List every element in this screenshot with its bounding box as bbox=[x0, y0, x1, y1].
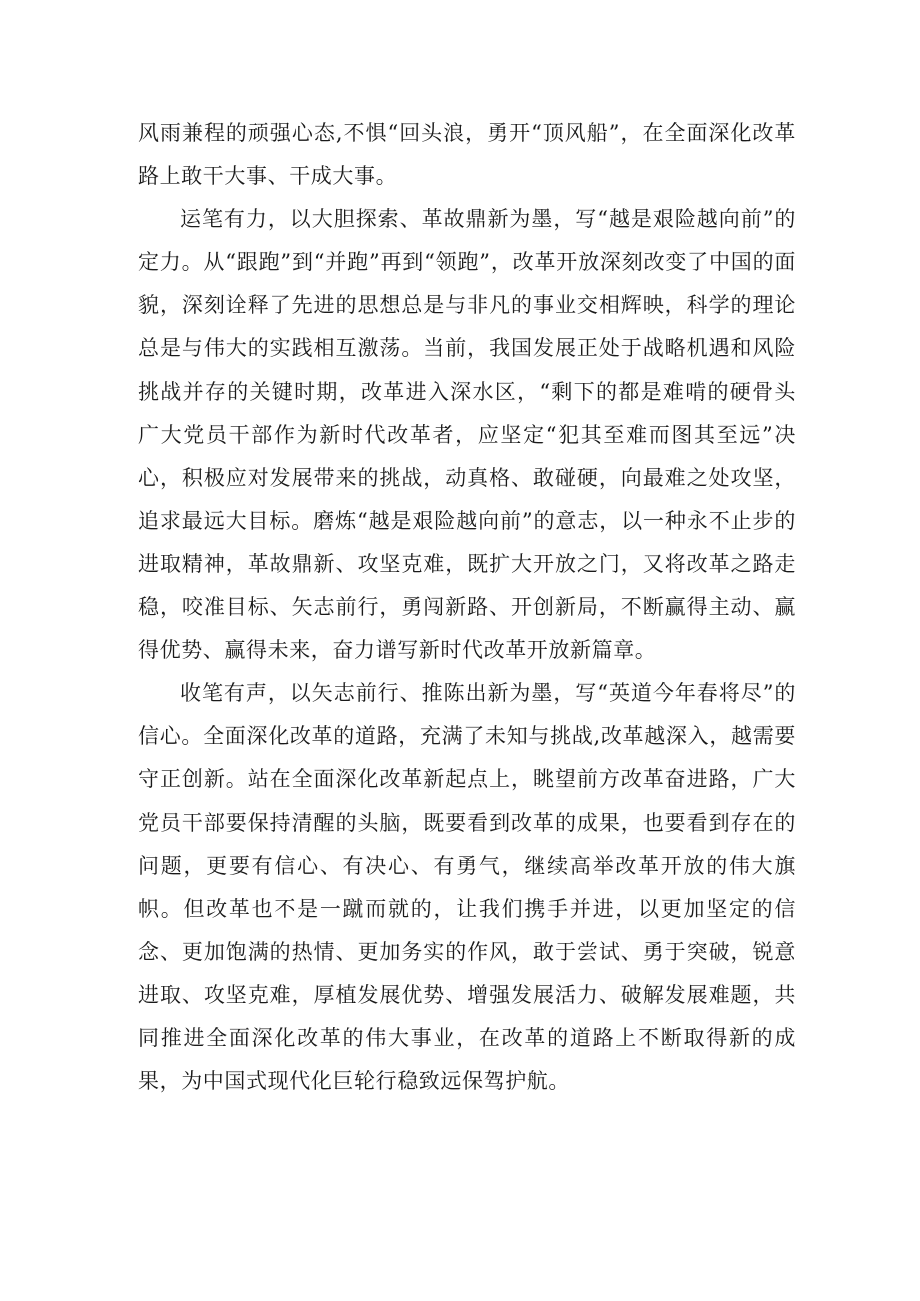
document-body bbox=[138, 112, 796, 1103]
paragraph-continuation: 风雨兼程的顽强心态,不惧“回头浪，勇开“顶风船”，在全面深化改革路上敢干大事、干成大事。 bbox=[138, 121, 796, 189]
paragraph-shoubi: 收笔有声，以矢志前行、推陈出新为墨，写“英道今年春将尽”的信心。全面深化改革的道路，充满了未知与挑战,改革越深入，越需要守正创新。站在全面深化改革新起点上，眺望前方改革奋进路，广大党员干部要保持清醒的头脑，既要看到改革的成果，也要看到存在的问题，更要有信心、有决心、有勇气，继续高举改革开放的伟大旗帜。但改革也不是一蹴而就的，让我们携手并进，以更加坚定的信念、更加饱满的热情、更加务实的作风，敢于尝试、勇于突破，锐意进取、攻坚克难，厚植发展优势、增强发展活力、破解发展难题，共同推进全面深化改革的伟大事业，在改革的道路上不断取得新的成果，为中国式现代化巨轮行稳致远保驾护航。 bbox=[138, 681, 796, 1094]
paragraph-yunbi: 运笔有力，以大胆探索、革故鼎新为墨，写“越是艰险越向前”的定力。从“跟跑”到“并跑”再到“领跑”，改革开放深刻改变了中国的面貌，深刻诠释了先进的思想总是与非凡的事业交相辉映，科学的理论总是与伟大的实践相互激荡。当前，我国发展正处于战略机遇和风险挑战并存的关键时期，改革进入深水区，“剩下的都是难啃的硬骨头广大党员干部作为新时代改革者，应坚定“犯其至难而图其至远”决心，积极应对发展带来的挑战，动真格、敢碰硬，向最难之处攻坚，追求最远大目标。磨炼“越是艰险越向前”的意志，以一种永不止步的进取精神，革故鼎新、攻坚克难，既扩大开放之门，又将改革之路走稳，咬准目标、矢志前行，勇闯新路、开创新局，不断赢得主动、赢得优势、赢得未来，奋力谱写新时代改革开放新篇章。 bbox=[138, 207, 796, 663]
